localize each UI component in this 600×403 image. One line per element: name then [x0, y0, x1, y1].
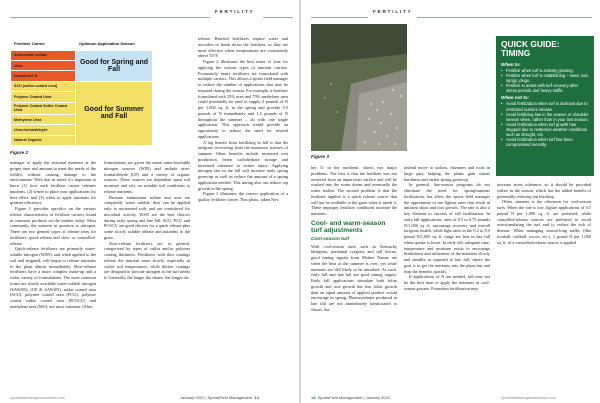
- list-item: • Avoid fertilization when turf is dormant due to restricted nutrient release.: [506, 101, 589, 111]
- paragraph: instead move to stolons, rhizomes and roots in large part, helping the plants gain winter hardiness and earlier spring green-up.: [404, 165, 490, 182]
- quick-guide-sidebar: [496, 36, 594, 176]
- list-item: • Fertilize when turf is actively growing.: [506, 68, 589, 73]
- carrier-row: Urea: [11, 61, 76, 71]
- paragraph: Figure 2 illustrates the best times of year for applying the various types of nutrient carriers. Fortunately, many fertilizers are formulated with multiple carriers. This allows a sports field manager to reduce the number of applications that may be required during the season. For example, a fertilizer formulated with 25% urea and 75% methylene urea could potentially be used to supply 2 pounds of N per 1,000 sq. ft. in the spring and provide 0.5 pounds of N immediately and 1.5 pounds of N throughout the summer – all with one single application. This approach would provide an opportunity to reduce the need for several applications.: [198, 59, 288, 139]
- carrier-row: Ammonium sulfate: [11, 50, 76, 60]
- paragraph: increase stress tolerance, so it should be provided earlier in the season, which has the added benefit of potentially reducing ion leaching.: [497, 182, 591, 199]
- carrier-row: Urea-formaldehyde: [11, 125, 76, 135]
- footer-publication: SportsField Management: [207, 395, 253, 400]
- list-item: • Fertilize to assist with turf recovery after stress periods and heavy traffic.: [506, 83, 589, 93]
- sidebar-title: QUICK GUIDE: TIMING: [501, 39, 560, 58]
- paragraph: manager to apply the seasonal nutrients at the proper time and amount to meet the needs of the field(s) without causing damage to the environment. With that in mind, it's important to know (1) how each fertilizer carrier releases nutrients, (2) where to place your applications for best effect and (3) when to apply nutrients for greatest efficiency.: [10, 160, 96, 206]
- paragraph: A big benefit from fertilizing in fall is that the turfgrass recovering from the numerous stresses of summer. Other benefits include increased root production, better carbohydrate storage and increased tolerance to winter injury. Applying nitrogen late in the fall will increase early spring green-up as well as reduce the amount of a spring application needed. This timing also can reduce top growth in the spring.: [198, 139, 288, 191]
- carrier-row: Natural Organic: [11, 135, 76, 145]
- text-column-1: [311, 165, 397, 313]
- text-column-2: [104, 160, 190, 281]
- left-page: [0, 0, 299, 403]
- paragraph: release. Reacted fertilizers require water and microbes to break down the fertilizer, so they are most effective when temperatures are consistently above 55°F.: [198, 36, 288, 59]
- paragraph: Figure 1 provides specifics on the various release characteristics of fertilizer carriers found in common products on the market today. Most commonly, the nutrient in question is nitrogen. There are two general types of release rates for fertilizers: quick release and slow- or controlled-release.: [10, 206, 96, 246]
- paragraph: formulations are given the name water-insoluble nitrogen sources (WIN) and include urea-formaldehyde (UF) and a variety of organic sources. These sources are dependent upon soil moisture and rely on suitable soil conditions to release nutrients.: [104, 160, 190, 194]
- col-header: Fertilizer Carrier: [11, 37, 76, 51]
- when-not-list: [501, 101, 589, 147]
- paragraph: Figure 3 illustrates the correct application of a quality fertilizer carrier. This photo, taken Nov.: [198, 191, 288, 202]
- list-item: • Avoid fertilization when turf has been compromised recently.: [506, 137, 589, 147]
- footer: 14 SportsField Management | January 2022: [311, 395, 390, 400]
- paragraph: Slow-release fertilizers are, in general, categorized by types of sulfur and/or polymer coating thickness. Fertilizers with thin coatings release the nutrient more slowly, especially in cooler soil temperatures, while thicker coatings are designed to provide nitrogen as the turf needs it. Generally, the longer the chains, the longer the: [104, 240, 190, 280]
- summer-cell: Good for Summer and Fall: [76, 81, 153, 145]
- header-rule: [263, 17, 293, 18]
- page-header: FERTILITY: [373, 9, 413, 14]
- list-item: • Fertilize when turf is establishing – seed, sod, sprigs, plugs.: [506, 73, 589, 83]
- page-number: 13: [254, 395, 259, 400]
- paragraph: Often, summer is the offseason for cool-season turfs. When the rate is low, lighter applications of 0.5 pound N per 1,000 sq. ft. are preferred, while controlled-release sources are preferred to avoid overstimulating the turf and to reduce the risk of disease. When managing season-long traffic (like football, softball, soccer, etc.), 1 pound N per 1,000 sq. ft. of a controlled-release source is applied: [497, 199, 591, 245]
- header-rule: [311, 17, 368, 18]
- when-not-heading: When not to:: [501, 95, 530, 101]
- footer-date: January 2022: [365, 395, 390, 400]
- paragraph: With cool-season turfs such as Kentucky bluegrass, perennial ryegrass and tall fescue, good timing signals from Mother Nature are when the heat of the summer is over, yet while nutrients are still likely to be absorbed. As such, early fall and late fall are good timing targets. Early fall applications stimulate both foliar growth and root growth but less foliar growth than an equal amount of applied product would encourage in spring. Photosynthates produced in late fall are not immediately translocated to shoots, but: [311, 243, 397, 312]
- footer-url: sportsfieldmanagementonline.com: [10, 396, 65, 400]
- carrier-row: Nutralene® N: [11, 71, 76, 81]
- carrier-row: Polymer Coated Sulfur Coated Urea: [11, 102, 76, 114]
- page-number: 14: [311, 395, 316, 400]
- figure3-caption: Figure 3: [311, 154, 329, 159]
- footer: January 2022 | SportsField Management 13: [180, 395, 259, 400]
- figure2-caption: Figure 2: [10, 150, 28, 155]
- section-subheading: Cool-season turf: [311, 236, 350, 242]
- figure3-image: [311, 24, 407, 151]
- figure3-photo: [311, 24, 407, 151]
- text-column-1: [10, 160, 96, 310]
- paragraph: Quick-release fertilizers are primarily water-soluble nitrogen (WSN), and when applied to the soil and irrigated, will begin to release nutrients to the plant almost immediately. Slow-release fertilizers have a more complex make-up and a wider variety of formulations. The most common forms are slowly available water-soluble nitrogen (SAWSN), (UF & SAWSN), sulfur coated urea (SCU), polymer coated urea (PCU), polymer coated sulfur coated urea (PCSCU) and methylene urea (MU), are most common. Other: [10, 246, 96, 309]
- footer-url: sportsfieldmanagementonline.com: [501, 396, 556, 400]
- text-column-3: [497, 182, 591, 245]
- footer-date: January 2022: [180, 395, 205, 400]
- when-to-list: [501, 68, 589, 93]
- paragraph: If applications of N are needed, fall may not be the best time to apply the nutrients in cool-season grasses. Potassium fertilization may: [404, 274, 490, 291]
- header-rule: [417, 17, 592, 18]
- text-column-2: [404, 165, 490, 292]
- carrier-row: Polymer Coated Urea: [11, 92, 76, 102]
- list-item: • Avoid fertilization when turf growth has stopped due to restrictive weather conditions such as drought, etc.: [506, 122, 589, 137]
- carrier-row: SCU (sulfur coated urea): [11, 81, 76, 91]
- when-to-heading: When to:: [501, 62, 521, 67]
- paragraph: ber 11 in the northeast, shows two major problems. The first is that the fertilizer was not removed from an impervious surface and will be washed into the storm drains and eventually the water bodies. The second problem is that the fertilizer applied is a quick release source that will not be available to the grass when it needs it. These improper fertilizer conditions increase the nutrients.: [311, 165, 397, 216]
- section-heading: Cool- and warm-season turf adjustments: [311, 219, 386, 235]
- paragraph: In general, late-season programs do not eliminate the need for spring/summer fertilization, but allow the sports field manager the opportunity to use lighter rates that result in uniform shoot and root growth. The rate is also a key element to success of fall fertilization. In early fall applications, rates of 0.5 to 0.75 pounds N/1,000 sq. ft. encourage recovery and overall turfgrass health, while light rates in the 0.2 to 0.5 pound N/1,000 sq. ft. range are best in late fall when uptake is lower. In early fall, adequate time, temperature and moisture exists to encourage breakdown and utilization of the nutrients slowly and steadily as opposed to late fall, where the goal is to get the nutrients into the plant fast and reap the benefits quickly.: [404, 182, 490, 274]
- paragraph: Because ammonium sulfate and urea are completely water soluble, they can be applied only to moistened soils and are considered for microbial activity. WSN are the best choices during early spring and late fall. SCU, PCU and PCSCU are good choices for a quick release plus some slowly soluble release and nutrients to the grass.: [104, 194, 190, 240]
- page-header: FERTILITY: [215, 9, 255, 14]
- header-rule: [10, 17, 210, 18]
- figure2-table: [10, 36, 153, 146]
- carrier-row: Methylene Urea: [11, 114, 76, 124]
- footer-publication: SportsField Management: [317, 395, 363, 400]
- list-item: • Avoid fertilizing late in the season or shoulder season when, rather than in your last season.: [506, 112, 589, 122]
- text-column-3: [198, 36, 288, 203]
- spring-cell: Good for Spring and Fall: [76, 50, 153, 81]
- col-header: Optimum Application Season: [76, 37, 153, 51]
